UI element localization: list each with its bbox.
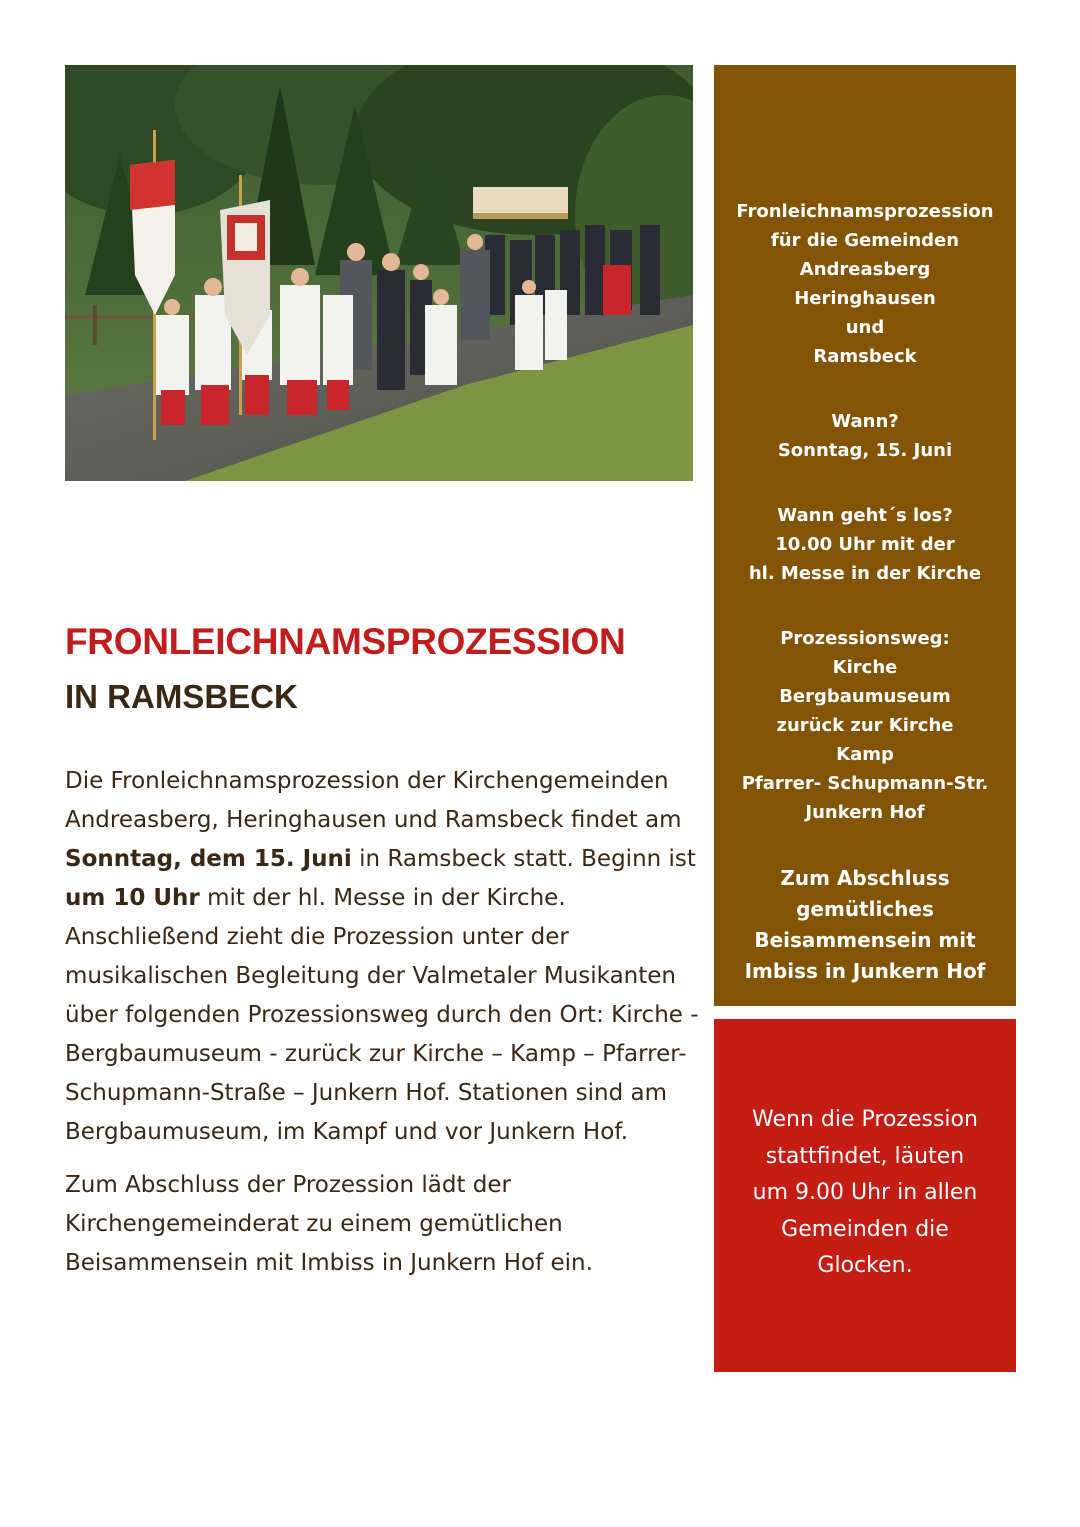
page-title: FRONLEICHNAMSPROZESSION <box>65 621 626 662</box>
notice-line: Gemeinden die <box>781 1216 949 1242</box>
info-line: gemütliches <box>796 897 934 921</box>
bell-notice-box <box>714 1019 1016 1372</box>
info-line: Fronleichnamsprozession <box>736 201 994 222</box>
body-text-segment: Die Fronleichnamsprozession der Kirchengemeinden Andreasberg, Heringhausen und Ramsbeck findet am <box>65 768 682 833</box>
info-line: Zum Abschluss <box>780 866 950 890</box>
body-paragraph-1 <box>65 762 705 1152</box>
info-line: für die Gemeinden <box>770 230 960 251</box>
info-start <box>714 501 1016 588</box>
procession-photo <box>65 65 693 481</box>
body-text-segment: mit der hl. Messe in der Kirche. Anschließend zieht die Prozession unter der musikalischen Begleitung der Valmetaler Musikanten über folgenden Prozessionsweg durch den Ort: Kirche - Bergbaumuseum - zurück zur Kirche – Kamp – Pfarrer-Schupmann-Straße – Junkern Hof. Stationen sind am Bergbaumuseum, im Kampf und vor Junkern Hof. <box>65 885 699 1145</box>
info-line: Junkern Hof <box>805 802 925 823</box>
info-when <box>714 407 1016 465</box>
info-line: Ramsbeck <box>813 346 917 367</box>
info-line: Wann? <box>831 411 899 432</box>
info-line: Kamp <box>836 744 894 765</box>
info-line: Kirche <box>832 657 898 678</box>
info-line: Heringhausen <box>794 288 936 309</box>
info-line: Beisammensein mit <box>754 928 976 952</box>
info-closing <box>714 863 1016 987</box>
page-subtitle: IN RAMSBECK <box>65 678 298 715</box>
info-line: Prozessionsweg: <box>780 628 950 649</box>
info-line: zurück zur Kirche <box>776 715 954 736</box>
notice-line: um 9.00 Uhr in allen <box>752 1180 978 1205</box>
body-paragraph-2: Zum Abschluss der Prozession lädt der Kirchengemeinderat zu einem gemütlichen Beisammensein mit Imbiss in Junkern Hof ein. <box>65 1172 593 1276</box>
info-box <box>714 65 1016 1006</box>
info-line: Andreasberg <box>799 259 931 280</box>
body-text <box>65 762 705 1283</box>
info-line: hl. Messe in der Kirche <box>748 563 982 584</box>
time-highlight: um 10 Uhr <box>65 885 200 911</box>
body-text-segment: in Ramsbeck statt. Beginn ist <box>351 846 696 872</box>
notice-line: Wenn die Prozession <box>752 1107 978 1132</box>
info-route <box>714 624 1016 827</box>
notice-line: Glocken. <box>817 1253 913 1278</box>
info-intro <box>714 197 1016 371</box>
info-line: Imbiss in Junkern Hof <box>744 959 986 983</box>
info-line: Wann geht´s los? <box>777 505 953 526</box>
info-line: Pfarrer- Schupmann-Str. <box>741 773 989 794</box>
info-line: und <box>845 317 885 338</box>
date-highlight: Sonntag, dem 15. Juni <box>65 846 352 872</box>
info-line: 10.00 Uhr mit der <box>775 534 955 555</box>
info-line: Sonntag, 15. Juni <box>777 440 953 461</box>
notice-line: stattfindet, läuten <box>765 1143 965 1169</box>
info-line: Bergbaumuseum <box>779 686 951 707</box>
